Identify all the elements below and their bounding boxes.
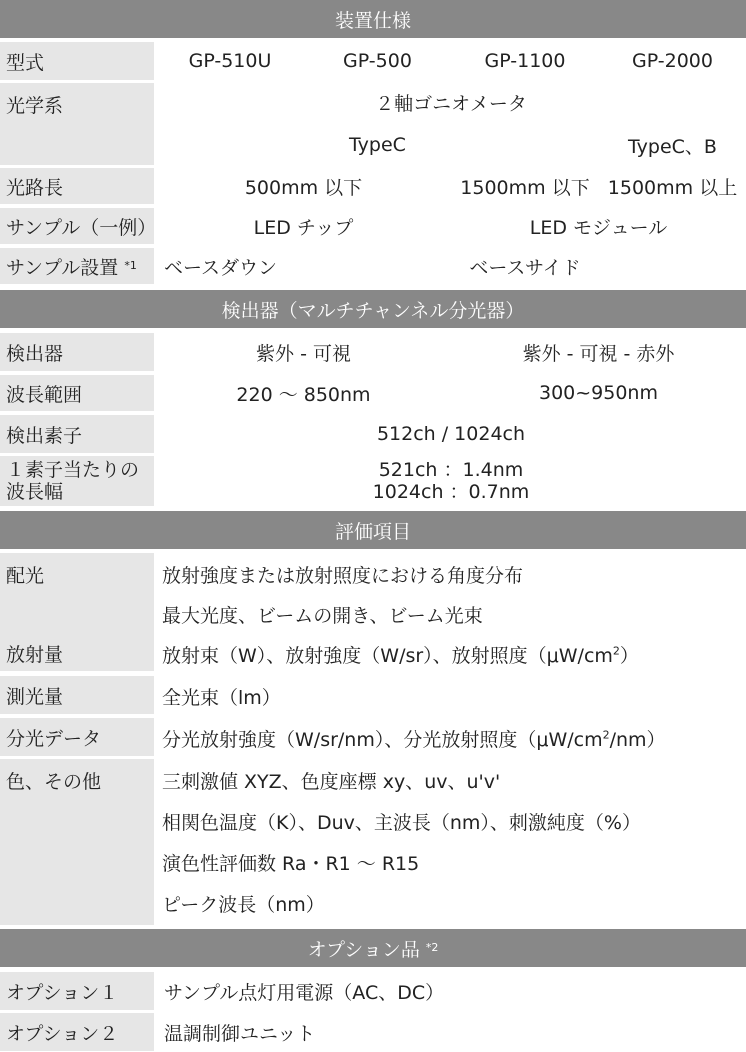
width-label-line1: １素子当たりの	[6, 459, 140, 481]
setup-base-side: ベースサイド	[469, 256, 581, 279]
photometric-label: 測光量	[0, 676, 154, 714]
spectral-value	[162, 725, 666, 752]
sample-led-chip: LED チップ	[253, 216, 354, 239]
model-gp510u: GP-510U	[188, 50, 272, 72]
radiant-sup: 2	[612, 644, 620, 658]
elements-value: 512ch / 1024ch	[376, 423, 526, 445]
option-2-value: 温調制御ユニット	[164, 1022, 316, 1045]
range-label: 波長範囲	[0, 375, 154, 411]
eval-header: 評価項目	[0, 511, 746, 549]
path-value-1500-above: 1500mm 以上	[607, 176, 738, 199]
photometric-value: 全光束（lm）	[162, 687, 281, 709]
detector-header: 検出器（マルチチャンネル分光器）	[0, 290, 746, 328]
options-header-text: オプション品	[307, 938, 420, 961]
width-label	[0, 456, 154, 506]
width-value	[156, 456, 746, 506]
path-value-1500-below: 1500mm 以下	[460, 176, 590, 199]
path-value-500: 500mm 以下	[244, 176, 363, 199]
optics-type-cb: TypeC、B	[628, 135, 717, 158]
setup-base-down: ベースダウン	[164, 256, 278, 279]
color-line-3: 演色性評価数 Ra・R1 〜 R15	[162, 853, 420, 875]
optics-type-c: TypeC	[349, 134, 406, 156]
spectral-text: 分光放射強度（W/sr/nm）、分光放射照度（μW/cm	[162, 729, 603, 751]
sample-led-module: LED モジュール	[529, 216, 668, 239]
width-label-line2: 波長幅	[6, 481, 64, 503]
model-gp2000: GP-2000	[632, 50, 713, 72]
distribution-label: 配光	[0, 553, 154, 635]
distribution-line-2: 最大光度、ビームの開き、ビーム光束	[162, 605, 483, 627]
range-220-850: 220 〜 850nm	[236, 383, 371, 406]
spectral-sup: 2	[602, 728, 610, 742]
setup-label: サンプル設置 *1	[0, 248, 154, 284]
model-gp500: GP-500	[343, 50, 412, 72]
detector-label: 検出器	[0, 333, 154, 371]
sample-label: サンプル（一例）	[0, 208, 154, 244]
elements-label: 検出素子	[0, 415, 154, 453]
option-2-label: オプション２	[0, 1013, 154, 1051]
color-line-4: ピーク波長（nm）	[162, 894, 325, 916]
model-label: 型式	[0, 42, 154, 80]
optics-value: ２軸ゴニオメータ	[375, 92, 527, 115]
spectral-close: /nm）	[609, 729, 666, 751]
radiant-label: 放射量	[0, 635, 154, 671]
width-value-512: 521ch ：1.4nm	[378, 459, 524, 481]
color-line-2: 相関色温度（K）、Duv、主波長（nm）、刺激純度（%）	[162, 812, 641, 834]
options-header: オプション品 *2	[0, 929, 746, 967]
color-label: 色、その他	[0, 759, 154, 925]
option-1-value: サンプル点灯用電源（AC、DC）	[164, 981, 445, 1004]
range-300-950: 300~950nm	[538, 382, 658, 404]
spectral-label: 分光データ	[0, 718, 154, 756]
path-label: 光路長	[0, 168, 154, 204]
setup-label-text: サンプル設置	[6, 256, 119, 279]
model-gp1100: GP-1100	[484, 50, 566, 72]
detector-uv-vis-ir: 紫外 - 可視 - 赤外	[522, 342, 675, 365]
optics-label: 光学系	[0, 83, 154, 165]
detector-uv-vis: 紫外 - 可視	[256, 342, 351, 365]
radiant-close: ）	[619, 645, 639, 667]
option-1-label: オプション１	[0, 972, 154, 1010]
color-line-1: 三刺激値 XYZ、色度座標 xy、uv、u'v'	[162, 771, 501, 793]
spec-header: 装置仕様	[0, 0, 746, 38]
radiant-text: 放射束（W）、放射強度（W/sr）、放射照度（μW/cm	[162, 645, 613, 667]
radiant-value	[162, 641, 639, 668]
width-value-1024: 1024ch ：0.7nm	[372, 481, 530, 503]
distribution-line-1: 放射強度または放射照度における角度分布	[162, 565, 524, 587]
